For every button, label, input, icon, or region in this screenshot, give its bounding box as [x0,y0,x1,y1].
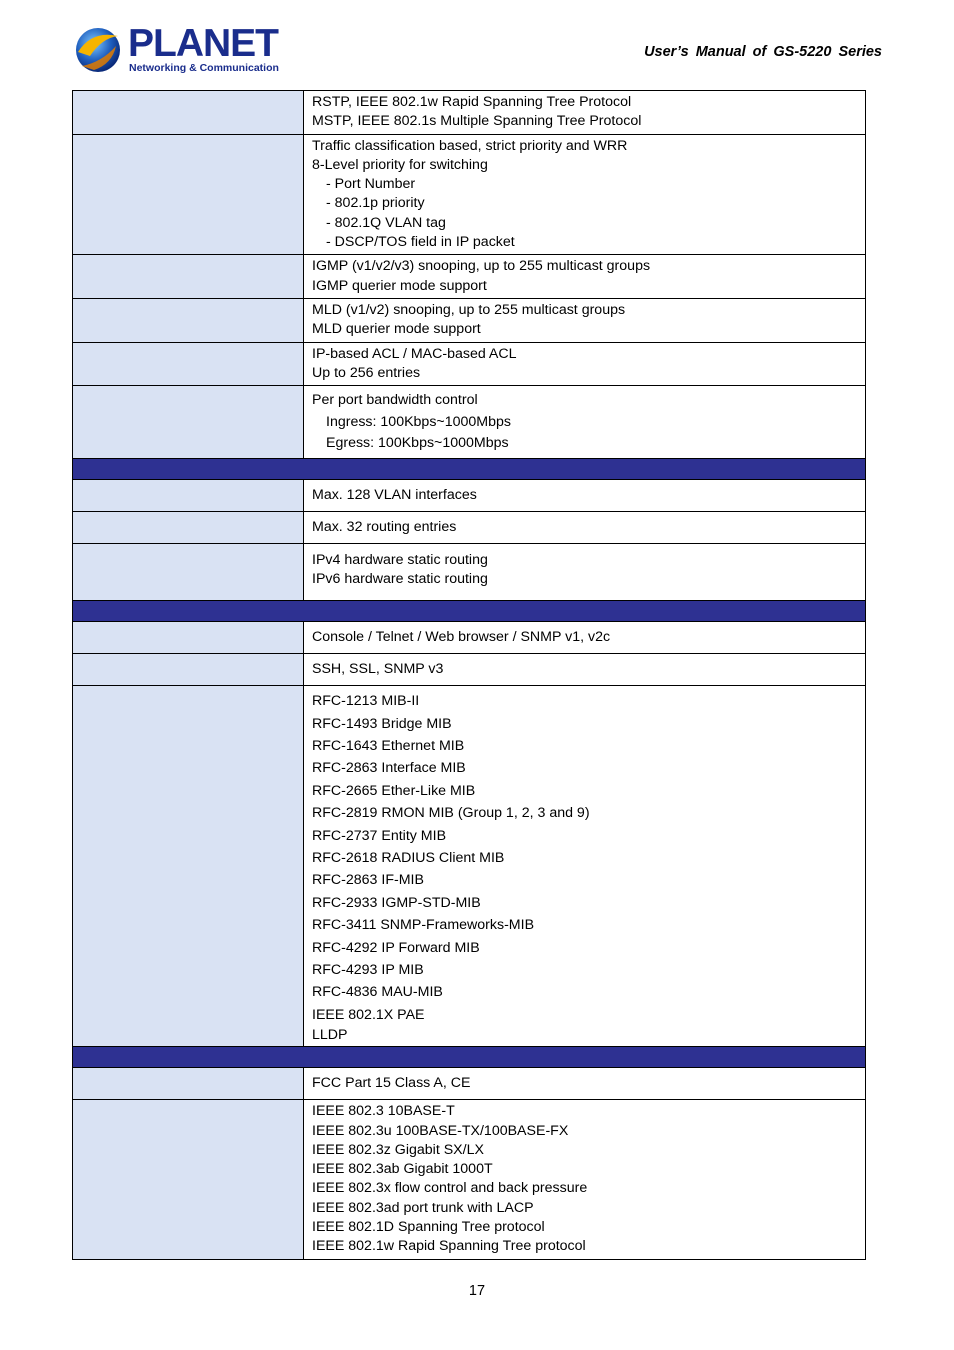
table-row [73,480,866,512]
list-item: Per port bandwidth control [312,392,478,409]
list-item: IEEE 802.3ad port trunk with LACP [312,1199,534,1216]
list-item: Traffic classification based, strict priority and WRR [312,137,628,154]
list-item: RSTP, IEEE 802.1w Rapid Spanning Tree Protocol [312,94,632,110]
list-item: RFC-4836 MAU-MIB [312,984,443,1001]
list-item: RFC-4293 IP MIB [312,962,424,979]
list-item: IPv6 hardware static routing [312,571,488,588]
list-item: 8-Level priority for switching [312,156,488,173]
list-item: - Port Number [326,176,416,193]
qos-cell [304,134,866,255]
list-item: IEEE 802.1D Spanning Tree protocol [312,1219,545,1236]
list-item: MSTP, IEEE 802.1s Multiple Spanning Tree Protocol [312,113,642,130]
igmp-cell [304,255,866,299]
list-item: IEEE 802.1X PAE [312,1006,425,1023]
section-header-row [73,601,866,622]
table-row [73,544,866,601]
routing-cell [304,544,866,601]
list-item: RFC-1643 Ethernet MIB [312,737,465,754]
list-item: - 802.1p priority [326,195,425,212]
logo-tagline: Networking & Communication [129,62,279,74]
list-item: IEEE 802.1w Rapid Spanning Tree protocol [312,1238,586,1255]
section-bar [73,1047,866,1068]
list-item: IEEE 802.3ab Gigabit 1000T [312,1161,493,1178]
list-item: - 802.1Q VLAN tag [326,214,446,231]
row-label-cell [73,544,304,601]
table-row [73,91,866,135]
section-header-row [73,1047,866,1068]
row-label-cell [73,134,304,255]
table-row [73,622,866,654]
row-label-cell [73,512,304,544]
list-item: RFC-2819 RMON MIB (Group 1, 2, 3 and 9) [312,805,590,822]
planet-logo [72,22,279,78]
section-bar [73,601,866,622]
table-row [73,298,866,342]
routing-entries-cell: Max. 32 routing entries [304,512,866,544]
list-item: - DSCP/TOS field in IP packet [326,234,515,251]
list-item: IGMP (v1/v2/v3) snooping, up to 255 multicast groups [312,258,651,275]
spec-table [72,90,866,1260]
list-item: RFC-1493 Bridge MIB [312,715,452,732]
list-item: IPv4 hardware static routing [312,552,488,569]
list-item: IGMP querier mode support [312,277,487,294]
list-item: RFC-2863 Interface MIB [312,760,466,777]
row-label-cell [73,480,304,512]
list-item: RFC-2665 Ether-Like MIB [312,782,476,799]
row-label-cell [73,686,304,1047]
list-item: Egress: 100Kbps~1000Mbps [326,435,509,452]
list-item: RFC-3411 SNMP-Frameworks-MIB [312,917,535,934]
table-row [73,134,866,255]
table-row [73,342,866,386]
row-label-cell [73,622,304,654]
standards-cell [304,1100,866,1259]
list-item: IEEE 802.3z Gigabit SX/LX [312,1141,484,1158]
table-row [73,1100,866,1259]
manual-title: User’s Manual of GS-5220 Series [644,44,882,60]
vlan-interface-cell: Max. 128 VLAN interfaces [304,480,866,512]
section-bar [73,459,866,480]
row-label-cell [73,255,304,299]
list-item: IEEE 802.3x flow control and back pressure [312,1180,588,1197]
list-item: RFC-4292 IP Forward MIB [312,939,480,956]
mld-cell [304,298,866,342]
row-label-cell [73,1100,304,1259]
list-item: RFC-2737 Entity MIB [312,827,447,844]
list-item: LLDP [312,1027,348,1044]
acl-cell [304,342,866,386]
section-header-row [73,459,866,480]
row-label-cell [73,386,304,459]
table-row [73,255,866,299]
list-item: RFC-2863 IF-MIB [312,872,424,889]
table-row [73,1068,866,1100]
list-item: IEEE 802.3u 100BASE-TX/100BASE-FX [312,1122,569,1139]
list-item: Ingress: 100Kbps~1000Mbps [326,413,511,430]
logo-wordmark: PLANET [128,22,278,65]
list-item: IP-based ACL / MAC-based ACL [312,345,517,362]
bandwidth-cell [304,386,866,459]
row-label-cell [73,298,304,342]
stp-cell [304,91,866,135]
row-label-cell [73,91,304,135]
list-item: RFC-2618 RADIUS Client MIB [312,850,505,866]
list-item: MLD (v1/v2) snooping, up to 255 multicast groups [312,301,626,318]
emi-cell: FCC Part 15 Class A, CE [304,1068,866,1100]
page-number: 17 [468,1283,486,1299]
list-item: IEEE 802.3 10BASE-T [312,1103,455,1120]
list-item: RFC-2933 IGMP-STD-MIB [312,894,481,911]
table-row [73,654,866,686]
row-label-cell [73,654,304,686]
row-label-cell [73,342,304,386]
table-row [73,686,866,1047]
mib-cell [304,686,866,1047]
list-item: MLD querier mode support [312,321,481,338]
management-cell: Console / Telnet / Web browser / SNMP v1, v2c [304,622,866,654]
globe-logo-icon [72,22,126,76]
row-label-cell [73,1068,304,1100]
secure-management-cell: SSH, SSL, SNMP v3 [304,654,866,686]
table-row [73,386,866,459]
list-item: RFC-1213 MIB-II [312,693,420,710]
list-item: Up to 256 entries [312,364,421,381]
table-row [73,512,866,544]
